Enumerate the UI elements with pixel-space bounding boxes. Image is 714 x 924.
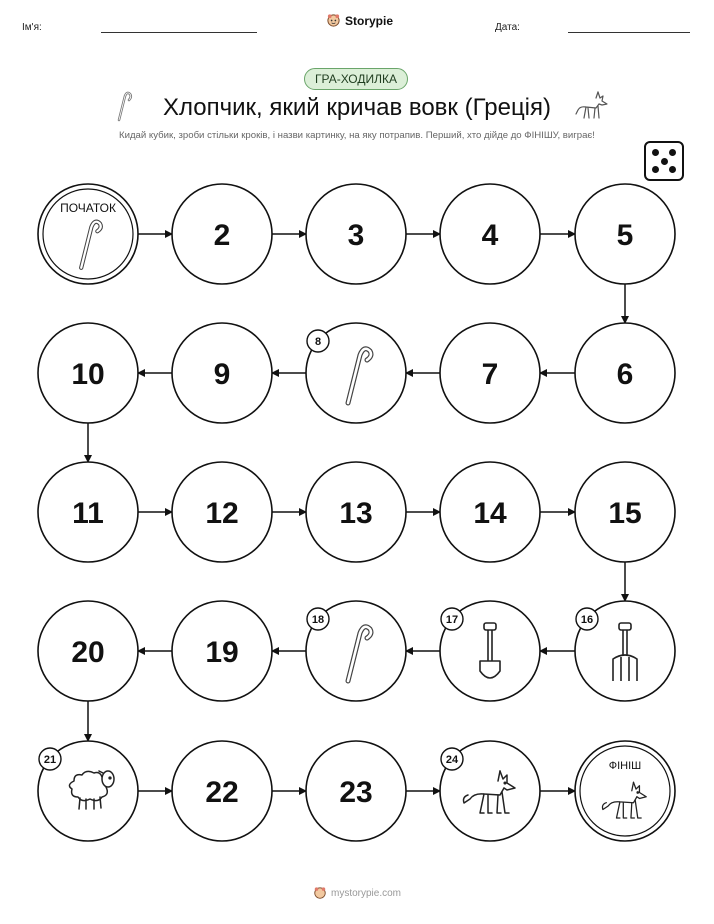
footer-site: mystorypie.com bbox=[330, 887, 401, 899]
cell-number: 20 bbox=[71, 636, 105, 669]
board-cell-15 bbox=[575, 462, 675, 562]
board-cell-24 bbox=[440, 741, 540, 841]
board-cell-10 bbox=[38, 323, 138, 423]
board-cell-1 bbox=[38, 184, 138, 284]
cell-number-badge: 8 bbox=[314, 336, 322, 348]
cell-number: 14 bbox=[473, 497, 507, 530]
cell-number: 22 bbox=[205, 776, 239, 809]
cell-number: 9 bbox=[213, 358, 231, 391]
cell-number-badge: 18 bbox=[311, 614, 325, 626]
brand-name: Storypie bbox=[345, 13, 394, 28]
cell-number: 19 bbox=[205, 636, 239, 669]
page-title: Хлопчик, який кричав вовк (Греція) bbox=[162, 94, 552, 121]
finish-label: ФІНІШ bbox=[608, 760, 642, 772]
cell-number: 2 bbox=[213, 219, 231, 252]
cell-number-badge: 24 bbox=[445, 754, 459, 766]
footer bbox=[0, 886, 714, 900]
board-cell-6 bbox=[575, 323, 675, 423]
board-cell-4 bbox=[440, 184, 540, 284]
board-cell-9 bbox=[172, 323, 272, 423]
board-cell-11 bbox=[38, 462, 138, 562]
board-cell-21 bbox=[38, 741, 138, 841]
board-cell-12 bbox=[172, 462, 272, 562]
cell-number: 23 bbox=[339, 776, 373, 809]
board-cell-7 bbox=[440, 323, 540, 423]
game-type-badge: ГРА-ХОДИЛКА bbox=[304, 68, 408, 90]
cell-number-badge: 16 bbox=[580, 614, 594, 626]
board-cell-17 bbox=[440, 601, 540, 701]
board-cell-19 bbox=[172, 601, 272, 701]
board-cell-25 bbox=[575, 741, 675, 841]
board-cell-8 bbox=[306, 323, 406, 423]
cell-number: 12 bbox=[205, 497, 239, 530]
board-cell-2 bbox=[172, 184, 272, 284]
cell-number: 7 bbox=[481, 358, 499, 391]
board-cell-23 bbox=[306, 741, 406, 841]
cell-number: 15 bbox=[608, 497, 642, 530]
cell-number: 6 bbox=[616, 358, 634, 391]
instructions: Кидай кубик, зроби стільки кроків, і назви картинку, на яку потрапив. Перший, хто дійде до ФІНІШУ, виграє! bbox=[119, 130, 595, 141]
footer-mascot-icon bbox=[313, 886, 327, 900]
board-cell-18 bbox=[306, 601, 406, 701]
board-cell-13 bbox=[306, 462, 406, 562]
cell-number: 11 bbox=[72, 497, 104, 530]
cell-number: 4 bbox=[481, 219, 499, 252]
start-label: ПОЧАТОК bbox=[60, 201, 116, 215]
board-cell-3 bbox=[306, 184, 406, 284]
board-cell-20 bbox=[38, 601, 138, 701]
name-label: Ім'я: bbox=[22, 22, 42, 33]
board-cell-5 bbox=[575, 184, 675, 284]
cell-number: 10 bbox=[71, 358, 105, 391]
cell-number: 5 bbox=[616, 219, 634, 252]
board-cell-22 bbox=[172, 741, 272, 841]
cell-number: 3 bbox=[347, 219, 365, 252]
board-cell-16 bbox=[575, 601, 675, 701]
cell-number-badge: 21 bbox=[43, 754, 57, 766]
board-cell-14 bbox=[440, 462, 540, 562]
date-label: Дата: bbox=[495, 22, 520, 33]
cell-number: 13 bbox=[339, 497, 373, 530]
cell-number-badge: 17 bbox=[445, 614, 459, 626]
